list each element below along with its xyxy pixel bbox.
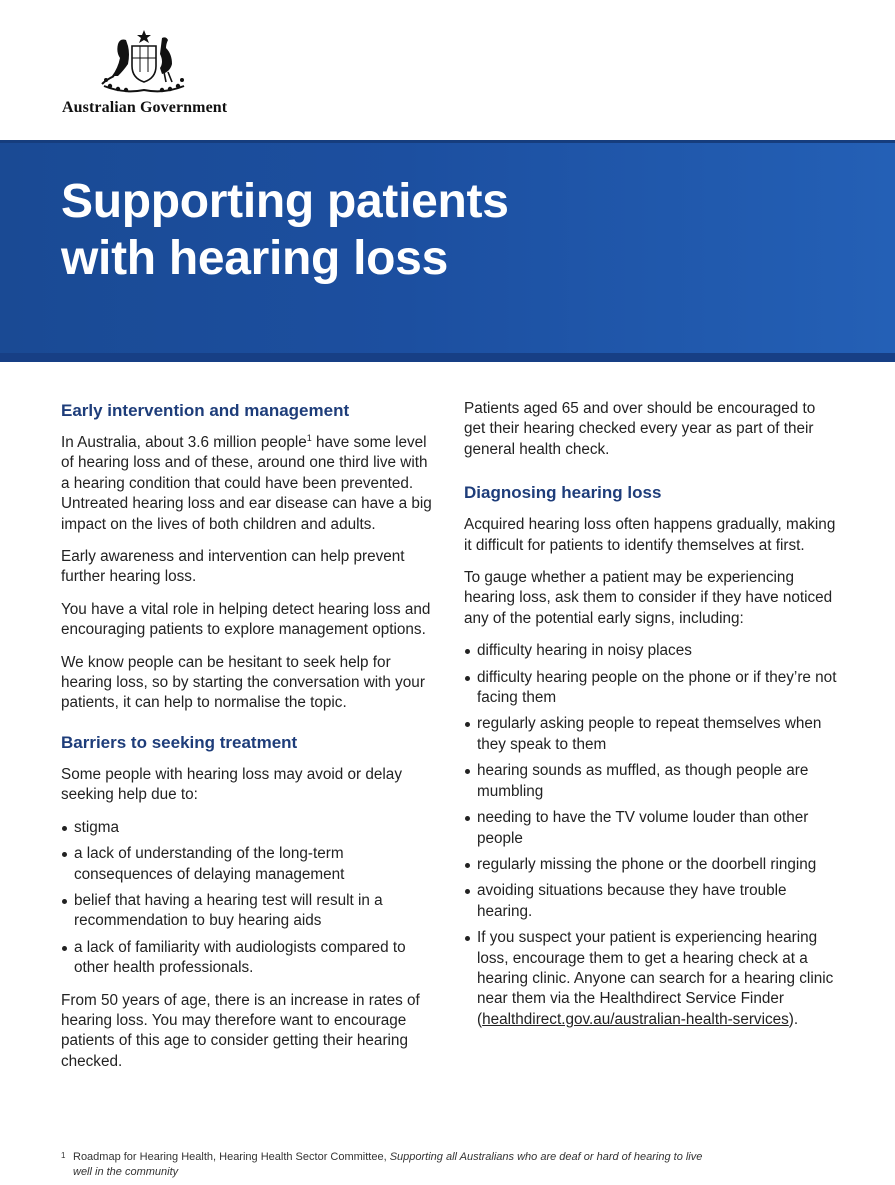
page-header xyxy=(0,0,895,140)
list-item-referral xyxy=(464,928,839,1030)
list-item: hearing sounds as muffled, as though people are mumbling xyxy=(464,761,839,802)
list-item: needing to have the TV volume louder than other people xyxy=(464,808,839,849)
paragraph-vital-role: You have a vital role in helping detect hearing loss and encouraging patients to explore management options. xyxy=(61,600,431,639)
list-item: a lack of familiarity with audiologists compared to other health professionals. xyxy=(61,938,436,979)
paragraph-gauge: To gauge whether a patient may be experiencing hearing loss, ask them to consider if they have noticed any of the potential early signs, including: xyxy=(464,569,833,627)
section-heading-barriers: Barriers to seeking treatment xyxy=(61,732,298,752)
page-title-line-2: with hearing loss xyxy=(61,232,448,285)
barriers-list xyxy=(61,818,436,979)
footnote-source: Roadmap for Hearing Health, Hearing Health Sector Committee, xyxy=(73,1151,390,1163)
paragraph-gradual: Acquired hearing loss often happens gradually, making it difficult for patients to identify themselves at first. xyxy=(464,516,836,554)
section-heading-diagnosing: Diagnosing hearing loss xyxy=(464,483,662,503)
list-item: regularly asking people to repeat themselves when they speak to them xyxy=(464,714,839,755)
footnote-number: 1 xyxy=(61,1151,66,1160)
section-heading-early-intervention: Early intervention and management xyxy=(61,401,350,420)
paragraph-barriers-intro: Some people with hearing loss may avoid or delay seeking help due to: xyxy=(61,765,402,804)
paragraph-age-65: Patients aged 65 and over should be encouraged to get their hearing checked every year as part of their general health check. xyxy=(464,400,816,458)
referral-text-end: ). xyxy=(788,1010,799,1028)
paragraph-hesitant: We know people can be hesitant to seek help for hearing loss, so by starting the conversation with your patients, it can help to normalise the topic. xyxy=(61,653,425,712)
page-title xyxy=(61,173,761,287)
paragraph-prevalence-end: have some level of hearing loss and of these, around one third live with a hearing condition that could have been prevented. Untreated hearing loss and ear disease can have a big impact on the lives of both children and adults. xyxy=(61,434,432,533)
list-item: stigma xyxy=(61,818,436,838)
footnote-title: Supporting all Australians who are deaf or hard of hearing to live well in the community xyxy=(73,1151,703,1178)
right-column xyxy=(464,399,839,1042)
paragraph-prevalence-start: In Australia, about 3.6 million people xyxy=(61,434,307,451)
list-item: regularly missing the phone or the doorbell ringing xyxy=(464,855,839,875)
paragraph-early-awareness: Early awareness and intervention can help prevent further hearing loss. xyxy=(61,548,405,586)
healthdirect-link[interactable]: healthdirect.gov.au/australian-health-services xyxy=(482,1010,789,1028)
referral-text-start: If you suspect your patient is experiencing hearing loss, encourage them to get a hearing check at a hearing clinic. Anyone can search for a hearing clinic near them via the Healthdirect Service Finder ( xyxy=(477,929,834,1028)
paragraph-prevalence xyxy=(61,433,436,535)
list-item: a lack of understanding of the long-term consequences of delaying management xyxy=(61,844,436,885)
footnote-reference: 1 xyxy=(306,432,312,443)
left-column xyxy=(61,398,436,1084)
coat-of-arms-icon xyxy=(96,28,192,98)
list-item: difficulty hearing people on the phone or if they’re not facing them xyxy=(464,668,839,709)
organisation-name: Australian Government xyxy=(62,99,228,116)
paragraph-age-50: From 50 years of age, there is an increase in rates of hearing loss. You may therefore want to encourage patients of this age to consider getting their hearing checked. xyxy=(61,991,420,1070)
page-title-line-1: Supporting patients xyxy=(61,175,509,228)
list-item: belief that having a hearing test will result in a recommendation to buy hearing aids xyxy=(61,891,436,932)
list-item: avoiding situations because they have trouble hearing. xyxy=(464,881,839,922)
early-signs-list xyxy=(464,641,839,1030)
footnote-text xyxy=(61,1150,721,1180)
list-item: difficulty hearing in noisy places xyxy=(464,641,839,661)
footnote xyxy=(61,1150,721,1180)
title-banner xyxy=(0,140,895,362)
